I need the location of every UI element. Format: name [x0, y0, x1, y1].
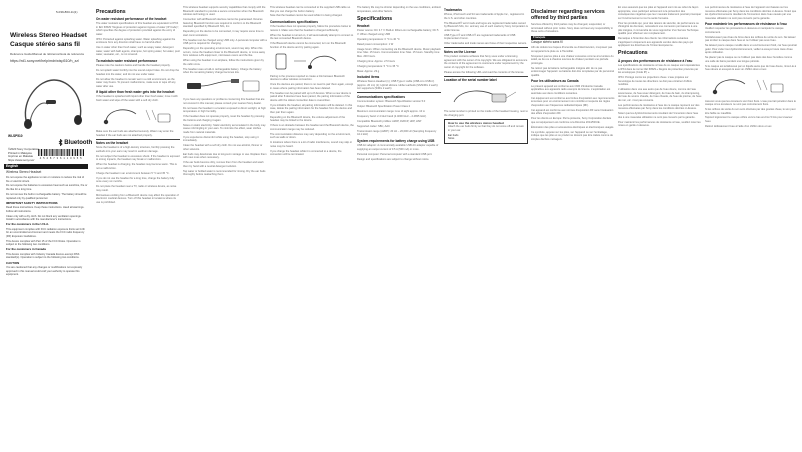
fr-rinse-diagram	[705, 74, 797, 98]
language-bar: English	[4, 164, 88, 169]
canada-heading: For the customers in Canada	[6, 247, 46, 252]
publisher-info	[8, 148, 39, 162]
fr-maintain-heading: Pour maintenir les performances de résistance à l'eau	[705, 22, 787, 27]
column-disclaimer: Disclaimer regarding services offered by third parties Services offered by third parties may be changed, suspended, or terminated without prior notice. Sony does not bear any responsibility in these sorts of situations. Français Casque stéréo sans fil Afin de réduire les risques d'incendie ou d'électrocution, n'exposez pas cet appareil à la pluie ou à l'humidité. N'exposez pas les piles à une chaleur excessive comme à la lumière du soleil, au feu ou à d'autres sources de chaleur pendant une période prolongée. Ne retirez pas la batterie rechargeable intégrée afin de ne pas endommager l'appareil. La batterie doit être remplacée par du personnel qualifié. Pour les utilisateurs au Canada Le présent appareil est conforme aux CNR d'Industrie Canada applicables aux appareils radio exempts de licence. L'exploitation est autorisée aux deux conditions suivantes. Cet équipement est conforme aux limites d'exposition aux rayonnements énoncées pour un environnement non contrôlé et respecte les règles d'exposition aux fréquences radioélectriques (RF). Cet appareil est conforme aux normes d'exposition RF sans l'évaluation des effets d'exposition RF. Pour les clients en Europe: Par la présente, Sony Corporation déclare que cet équipement est conforme à la Directive 2014/53/UE. Élimination des piles et accessoires électriques et électroniques usagés. Ce symbole, apposé sur les piles, sur l'appareil ou sur l'emballage, indique que les piles et ce produit ne doivent pas être traités comme de simples déchets ménagers.	[531, 8, 615, 141]
title-english: Wireless Stereo Headset	[10, 32, 87, 39]
barcode-number: 4 5 4 8 7 3 6 1 1 0 9 5 5	[39, 156, 83, 160]
bluetooth-icon	[58, 139, 63, 146]
connection-heading: Communications specifications	[270, 20, 318, 25]
inset-box: How to use the wireless stereo headset Attach the ear buds firmly so that they do not come off and remain in your ear. Ear buds Sizes	[444, 119, 528, 144]
section-heading: Wireless Stereo Headset	[6, 170, 42, 174]
water-resistance-heading: On water resistant performance of the headset	[96, 17, 167, 21]
website[interactable]: https://www.sony.net/	[8, 157, 35, 162]
charging-diagram	[183, 77, 267, 97]
headset-notes-heading: Notes on the headset	[96, 141, 129, 146]
pairing-icon	[270, 51, 350, 71]
rinse-diagram	[96, 104, 180, 128]
column-troubleshooting: This wireless headset can be connected to the supplied USB cable so that you can charge the built-in battery. Note that the headset cannot be used while it is being charged. Communications specifications If the headset does not operate properly, follow the procedure below to restore it. Make sure that the headset is charged sufficiently. When the headset is turned on, it will automatically attempt to connect to the last connected Bluetooth device. If the Bluetooth device cannot be connected, turn on the Bluetooth function of the device and try pairing again. Pairing is the process required to create a link between Bluetooth devices to allow wireless connection. Once the devices are paired, there is no need to pair them again, except in cases where pairing information has been deleted. The headset can be paired with up to 8 devices. When a new device is paired after 8 devices have been paired, the pairing information of the device with the oldest connection date is overwritten. If you initialize the headset, all pairing information will be deleted. In this case, delete the pairing information for the headset from the device and then pair them again. Depending on the Bluetooth device, the volume adjustment of the headset may be linked to the device. If there is an obstacle between the headset and the Bluetooth device, the communication range may be reduced. The communication distance may vary depending on the environment, such as walls or doors. In locations where there is a lot of radio interference, sound may skip or noise may be heard. If you charge the headset while it is connected to a device, the connection will be terminated.	[270, 6, 354, 157]
printed-in: Printed in Malaysia	[8, 150, 32, 155]
headset-illustration	[18, 70, 90, 136]
printed-in-fr: Imprimé en Malaisie	[8, 154, 34, 159]
fr-canada-heading: Pour les utilisateurs au Canada	[531, 79, 579, 84]
barcode-icon	[38, 149, 84, 156]
model-name: WI-SP510	[8, 134, 23, 138]
precautions-fr-heading: Précautions	[618, 50, 648, 57]
model-number: 5-039-863-11(1)	[56, 10, 78, 14]
serial-label-icon	[444, 84, 524, 106]
communication-spec-heading: Communications specifications	[357, 95, 405, 100]
serial-label-diagram	[444, 84, 528, 108]
maintain-water-resistance-heading: To maintain water resistant performance	[96, 58, 158, 63]
caution-heading: CAUTION	[6, 260, 20, 265]
warning-heading: IMPORTANT SAFETY INSTRUCTIONS	[6, 200, 58, 205]
column-french-1: En vous assurant que les piles et l'appareil sont mis au rebut de façon appropriée, vous participez activement à la prévention des conséquences négatives que leur mauvais traitement pourrait provoquer sur l'environnement et sur la santé humaine. Pour les produits qui, pour des raisons de sécurité, de performance ou d'intégrité de données, nécessitent une connexion permanente à une pile intégrée, il conviendra de vous rapprocher d'un Service Technique qualifié pour effectuer son remplacement. Remarque à l'intention des clients: les informations suivantes s'appliquent uniquement aux appareils vendus dans des pays qui appliquent les directives de l'Union Européenne. Précautions À propos des performances de résistance à l'eau Les spécifications de résistance à l'eau de ce casque sont équivalentes à IPX4 dans la norme CEI 60529 « Degrés de protection procurés par les enveloppes (Code IP) ». IPX4: Protégé contre les projections d'eau. L'eau projetée sur l'enveloppe de toutes les directions ne doit pas entraîner d'effets nuisibles. L'utilisation dans une eau autre que de l'eau douce, comme de l'eau savonneuse, de l'eau avec détergent, de l'eau de bain, du shampooing, de l'eau de source chaude, de l'eau chaude, de l'eau de piscine, de l'eau de mer, etc. n'est pas couverte. Les performances de résistance à l'eau de ce casque reposent sur des mesures effectuées par Sony dans les conditions décrites ci-dessus. Notez que les dysfonctionnements résultant de l'immersion dans l'eau dus à une mauvaise utilisation ne sont pas couverts par la garantie. Pour maintenir les performances de résistance à l'eau, veuillez noter les mises en garde ci-dessous.	[618, 6, 702, 128]
pairing-diagram	[270, 51, 354, 73]
inset-earbuds: Ear buds	[448, 133, 459, 137]
copyright: ©2020 Sony Corporation	[8, 147, 39, 151]
liquid-heading: If liquid other than fresh water gets into the headset	[96, 90, 175, 95]
french-title: Casque stéréo sans fil	[531, 40, 563, 45]
subtitle: Reference Guide/Manuel de référence/Guía de referencia	[10, 52, 84, 56]
usb-charge-icon	[183, 77, 263, 95]
fcc-heading: For the customers in the U.S.A.	[6, 222, 50, 227]
disclaimer-heading: Disclaimer regarding services offered by third parties	[531, 8, 605, 21]
specifications-heading: Specifications	[357, 15, 393, 22]
cover-panel	[4, 6, 93, 446]
inset-title: How to use the wireless stereo headset	[448, 120, 505, 125]
serial-label-heading: Location of the serial number label	[444, 78, 497, 83]
column-french-2: Les performances de résistance à l'eau de l'appareil sont basées sur les mesures effectuées par Sony dans les conditions décrites ci-dessus. Notez que les dysfonctionnements résultant de l'immersion dans l'eau causés par une mauvaise utilisation ne sont pas couverts par la garantie. Pour maintenir les performances de résistance à l'eau Veuillez respecter les précautions ci-dessous et manipuler le casque correctement. N'éclaboussez pas d'eau de force dans les orifices de sortie du son. Ne laissez pas tomber le casque dans l'eau et ne l'utilisez pas sous l'eau. Ne laissez pas le casque mouillé dans un environnement froid, car l'eau pourrait geler. Pour éviter tout dysfonctionnement, veillez à essuyer toute trace d'eau après utilisation. Ne placez pas le casque ou ne l'utilisez pas dans des lieux humides comme une salle de bains pendant une longue période. Si le casque est éclaboussé par un liquide autre que de l'eau douce, rincez-le à l'eau douce et essuyez-le avec un chiffon doux et sec. Assurez-vous que les écouteurs sont bien fixés. L'eau pourrait pénétrer dans le casque si les écouteurs ne sont pas correctement fixés. Si les orifices de sortie du son sont obstrués par des gouttes d'eau, le son peut être faible ou inaudible. Tapotez légèrement le casque orifice vers le bas environ 5 fois pour évacuer l'eau. Retirez délicatement l'eau à l'aide d'un chiffon doux et sec.	[705, 6, 797, 128]
french-bar: Français	[531, 36, 615, 41]
column-precautions: Precautions On water resistant performance of the headset The water resistant specifications of this headset are equivalent to IPX4 in IEC 60529 "Degrees of protection against ingress of water (IP Code)", which specifies the degree of protection provided against the entry of water. IPX4: Protected against splashing water. Water splashing against the enclosure from any direction shall have no harmful effect. Use in water other than fresh water, such as soapy water, detergent water, water with bath agents, shampoo, hot spring water, hot water, pool water, seawater, etc., is not covered. To maintain water resistant performance Please note the cautions below and handle the headset properly. Do not splash water forcibly into the sound output holes. Do not drop the headset into the water, and do not use under water. Do not allow the headset to remain wet in a cold environment, as the water may freeze. To prevent malfunctions, make sure to wipe off any water after use. If liquid other than fresh water gets into the headset If the headset is splashed with liquid other than fresh water, rinse it with fresh water and wipe off the water with a soft dry cloth. Make sure the ear buds are attached securely. Water may enter the headset if the ear buds are not attached properly. Notes on the headset Since the headset is of a high-density structure, forcibly pressing the earbuds into your ears may result in eardrum damage. Do not subject the headset to excessive shock. If the headset is exposed to strong impacts, the headset may break or malfunction. When the headset is charging, the headset may become warm. This is not a malfunction. Charge the headset in an environment between 5 °C and 35 °C. If you do not use the headset for a long time, charge the battery fully once every six months. Do not place the headset near a TV, radio or wireless device, as noise may result. Microwaves emitting from a Bluetooth device may affect the operation of electronic medical devices. Turn off this headset in locations where its use is prohibited.	[96, 8, 180, 204]
inset-sizes: Sizes	[448, 137, 455, 141]
fr-water-heading: À propos des performances de résistance à l'eau	[618, 58, 693, 63]
barcode	[38, 149, 84, 160]
precautions-heading: Precautions	[96, 8, 126, 15]
bluetooth-wordmark: Bluetooth	[64, 139, 93, 146]
headset-spec-heading: Headset	[357, 24, 370, 29]
bluetooth-logo	[58, 139, 92, 146]
column-notes: This wireless headset supports security capabilities that comply with the Bluetooth standard to provide a secure connection when the Bluetooth wireless technology is used. Connection with all Bluetooth devices cannot be guaranteed. Devices featuring Bluetooth function are required to conform to the Bluetooth standard specified by Bluetooth SIG, Inc. Depending on the device to be connected, it may require some time to start communications. The headset can be charged using USB only. A personal computer with a USB port is required for charging. Depending on the operating environment, sound may skip. When this occurs, move the headset closer to the Bluetooth device, or move away from wireless LAN equipment, microwave ovens and the like. When using the headset in an airplane, follow the instructions given by the cabin crew. The headset uses a built-in rechargeable battery. Charge the battery when the remaining battery charge becomes low. If you have any questions or problems concerning this headset that are not covered in this manual, please consult your nearest Sony dealer. Do not leave the headset in a location exposed to direct sunlight, at high temperature or high humidity. If the headset does not operate properly, reset the headset by pressing the buttons and charging it again. Notes on static electricity: Static electricity accumulated in the body may cause mild tingling in your ears. To minimize the effect, wear clothes made from natural materials. If you experience discomfort while using the headset, stop using it immediately. Clean the headset with a soft dry cloth. Do not use alcohol, thinner or other solvents. Ear buds may deteriorate due to long-term storage or use. Replace them with new ones when necessary. If the ear buds become dirty, remove them from the headset and wash them by hand with a neutral detergent solution. Tap water or bottled water is recommended for rinsing. Dry the ear buds thoroughly before reattaching them.	[183, 6, 267, 177]
headset-rinse-icon	[96, 104, 176, 126]
usb-requirements-heading: System requirements for battery charge using USB	[357, 138, 435, 143]
support-url[interactable]: https://rd1.sony.net/help/mdr/wisp510/h_zz/	[10, 59, 80, 63]
column-license: Trademarks iPhone, iPod touch and Siri are trademarks of Apple Inc., registered in the U.S. and other countries. The Bluetooth® word mark and logos are registered trademarks owned by Bluetooth SIG, Inc. and any use of such marks by Sony Corporation is under license. USB Type-C® and USB-C® are registered trademarks of USB Implementers Forum. Other trademarks and trade names are those of their respective owners. Notes on the License This product contains software that Sony uses under a licensing agreement with the owner of its copyright. We are obligated to announce the contents of the agreement to customers under requirement by the owner of copyright for the software. Please access the following URL and read the contents of the license. Location of the serial number label The serial number is printed on the inside of the headset housing, next to the charging port. How to use the wireless stereo headset Attach the ear buds firmly so that they do not come off and remain in your ear. Ear buds Sizes	[444, 6, 528, 446]
trademarks-heading: Trademarks	[444, 8, 462, 12]
included-items-heading: Included items	[357, 75, 380, 80]
license-heading: Notes on the License	[444, 49, 477, 54]
fr-headset-rinse-icon	[705, 74, 791, 96]
column-specifications: The battery life may be shorter depending on the use conditions, ambient temperature, and other factors. Specifications Headset Power source: DC 3.7 V: Built-in lithium-ion rechargeable battery; DC 5 V: When charged using USB Operating temperature: 0 °C to 40 °C Rated power consumption: 1 W Usage hours: When connecting via the Bluetooth device. Music playback time: Max. 15 hours. Communication time: Max. 15 hours. Standby time: Max. 200 hours. Charging time: Approx. 2.5 hours Charging temperature: 5 °C to 35 °C Mass: Approx. 23 g Included items Wireless Stereo Headset (1); USB Type-C cable (USB-A to USB-C) (approx. 20 cm) (1); Hybrid silicone rubber earbuds (SS/S/M/L 2 each); Arc supporters (S/M/L 2 each) Communications specifications Communication system: Bluetooth Specification version 5.0 Output: Bluetooth Specification Power Class 2 Maximum communication range: Line of sight approx. 10 m Frequency band: 2.4 GHz band (2.4000 GHz – 2.4835 GHz) Compatible Bluetooth profiles: A2DP, AVRCP, HFP, HSP Supported codec: SBC, AAC Transmission range (A2DP): 20 Hz – 20,000 Hz (Sampling frequency 44.1 kHz) System requirements for battery charge using USB USB AC adaptor: A commercially available USB AC adaptor capable of supplying an output current of 0.5 A (500 mA) or more. Personal computer: Personal computer with a standard USB port. Design and specifications are subject to change without notice.	[357, 6, 441, 161]
cover-body-text: Do not expose the appliance to rain or moisture to reduce the risk of fire or electric shock. Do not expose the batteries to excessive heat such as sunshine, fire or the like for a long time. Do not remove the built-in rechargeable battery. The battery should be replaced only by qualified personnel. IMPORTANT SAFETY INSTRUCTIONS Read these instructions. Keep these instructions. Heed all warnings. Follow all instructions. Clean only with a dry cloth. Do not block any ventilation openings. Install in accordance with the manufacturer's instructions. For the customers in the U.S.A. This equipment complies with FCC radiation exposure limits set forth for an uncontrolled environment and meets the FCC radio frequency (RF) Exposure Guidelines. This device complies with Part 15 of the FCC Rules. Operation is subject to the following two conditions. For the customers in Canada This device complies with Industry Canada licence-exempt RSS standard(s). Operation is subject to the following two conditions. CAUTION You are cautioned that any changes or modifications not expressly approved in this manual could void your authority to operate this equipment.	[6, 176, 88, 277]
title-french: Casque stéréo sans fil	[10, 41, 80, 48]
